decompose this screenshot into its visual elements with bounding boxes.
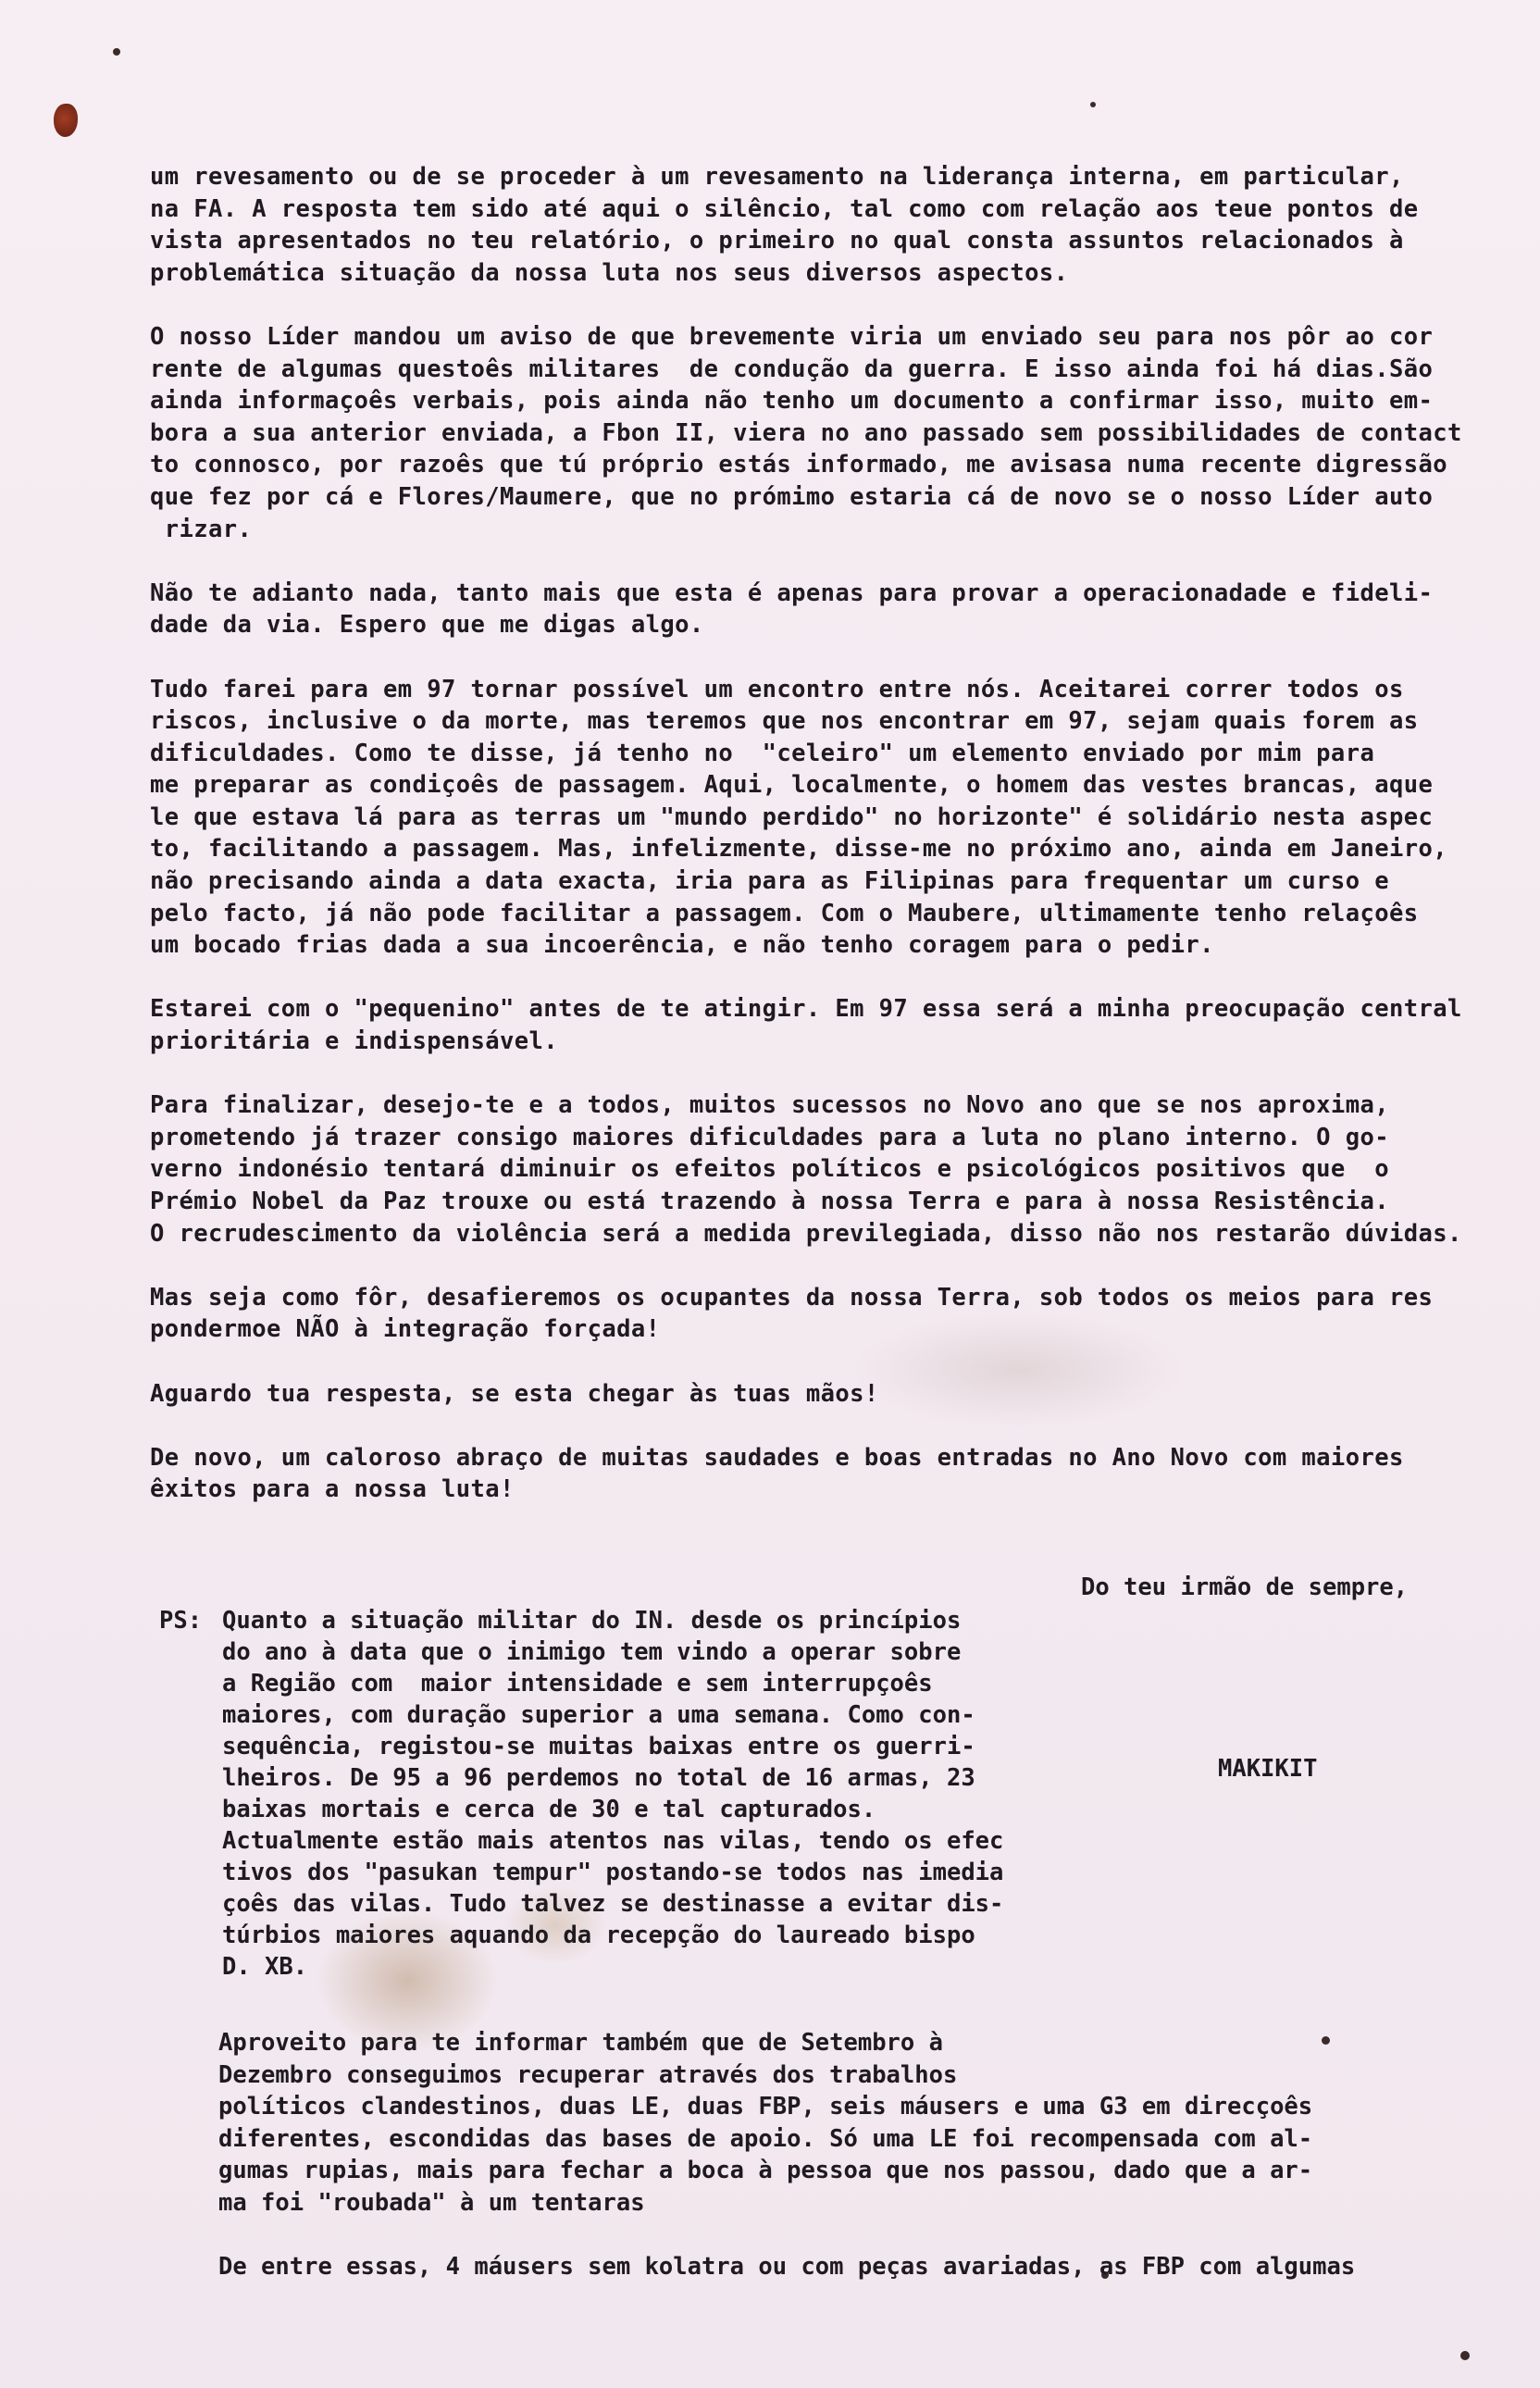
text-line: Para finalizar, desejo-te e a todos, muitos sucessos no Novo ano que se nos aproxima, <box>150 1091 1389 1120</box>
paragraph <box>150 1378 1538 1411</box>
text-line: na FA. A resposta tem sido até aqui o silêncio, tal como com relação aos teue pontos de <box>150 194 1419 223</box>
paragraph <box>150 1442 1538 1506</box>
text-line: prometendo já trazer consigo maiores dificuldades para a luta no plano interno. O go- <box>150 1123 1389 1151</box>
text-line: riscos, inclusive o da morte, mas teremos que nos encontrar em 97, sejam quais forem as <box>150 707 1419 736</box>
text-line: rizar. <box>150 515 253 543</box>
paragraph <box>150 321 1538 545</box>
ps-line: maiores, com duração superior a uma semana. Como con- <box>222 1701 975 1729</box>
ps-line: do ano à data que o inimigo tem vindo a operar sobre <box>222 1638 962 1666</box>
speck <box>1460 2351 1470 2360</box>
text-line: O recrudescimento da violência será a medida previlegiada, disso não nos restarão dúvidas. <box>150 1219 1462 1248</box>
text-line: to connosco, por razoês que tú próprio estás informado, me avisasa numa recente digressão <box>150 451 1447 479</box>
text-line: bora a sua anterior enviada, a Fbon II, viera no ano passado sem possibilidades de contact <box>150 418 1462 447</box>
ps-line: túrbios maiores aquando da recepção do laureado bispo <box>222 1922 975 1949</box>
text-line: dificuldades. Como te disse, já tenho no "celeiro" um elemento enviado por mim para <box>150 739 1375 767</box>
text-line: De entre essas, 4 máusers sem kolatra ou com peças avariadas, as FBP com algumas <box>218 2252 1356 2281</box>
text-line: Aguardo tua respesta, se esta chegar às tuas mãos! <box>150 1379 879 1408</box>
text-line: De novo, um caloroso abraço de muitas saudades e boas entradas no Ano Novo com maiores <box>150 1443 1404 1472</box>
text-line: que fez por cá e Flores/Maumere, que no prómimo estaria cá de novo se o nosso Líder auto <box>150 482 1434 511</box>
text-line: êxitos para a nossa luta! <box>150 1475 515 1504</box>
paragraph <box>150 578 1538 641</box>
text-line: Dezembro conseguimos recuperar através dos trabalhos <box>218 2060 958 2089</box>
paragraph <box>150 993 1538 1057</box>
text-line: Não te adianto nada, tanto mais que esta é apenas para provar a operacionadade e fideli- <box>150 578 1434 607</box>
text-line: Tudo farei para em 97 tornar possível um encontro entre nós. Aceitarei correr todos os <box>150 675 1404 703</box>
ps-line: tivos dos "pasukan tempur" postando-se todos nas imedia <box>222 1859 1004 1886</box>
ps-line: D. XB. <box>222 1953 308 1981</box>
postscript <box>159 1605 1004 1981</box>
paragraph <box>150 674 1538 962</box>
text-line: um bocado frias dada a sua incoerência, e não tenho coragem para o pedir. <box>150 931 1214 960</box>
ps-line: çoês das vilas. Tudo talvez se destinasse a evitar dis- <box>222 1890 1004 1918</box>
text-line: gumas rupias, mais para fechar a boca à pessoa que nos passou, dado que a ar- <box>218 2157 1313 2185</box>
text-line: O nosso Líder mandou um aviso de que brevemente viria um enviado seu para nos pôr ao cor <box>150 322 1434 351</box>
paragraph <box>218 2251 1355 2283</box>
paragraph <box>218 2027 1355 2220</box>
text-line: to, facilitando a passagem. Mas, infelizmente, disse-me no próximo ano, ainda em Janeiro, <box>150 835 1447 864</box>
text-line: não precisando ainda a data exacta, iria para as Filipinas para frequentar um curso e <box>150 867 1389 896</box>
speck <box>1090 102 1096 107</box>
ps-line: Quanto a situação militar do IN. desde os princípios <box>222 1607 962 1635</box>
ink-stain <box>54 104 78 137</box>
text-line: Estarei com o "pequenino" antes de te atingir. Em 97 essa será a minha preocupação central <box>150 995 1462 1024</box>
ps-line: lheiros. De 95 a 96 perdemos no total de 16 armas, 23 <box>222 1764 975 1792</box>
text-line: políticos clandestinos, duas LE, duas FBP, seis máusers e uma G3 em direcçoês <box>218 2093 1313 2121</box>
paragraph <box>150 161 1538 289</box>
text-line: me preparar as condiçoês de passagem. Aqui, localmente, o homem das vestes brancas, aque <box>150 771 1434 800</box>
ps-line: a Região com maior intensidade e sem interrupçoês <box>222 1670 933 1698</box>
ps-label: PS: <box>159 1607 203 1635</box>
text-line: um revesamento ou de se proceder à um revesamento na liderança interna, em particular, <box>150 163 1404 191</box>
speck <box>113 48 120 56</box>
text-line: pondermoe NÃO à integração forçada! <box>150 1315 661 1344</box>
text-line: vista apresentados no teu relatório, o primeiro no qual consta assuntos relacionados à <box>150 227 1404 255</box>
text-line: problemática situação da nossa luta nos seus diversos aspectos. <box>150 258 1069 287</box>
text-line: le que estava lá para as terras um "mundo perdido" no horizonte" é solidário nesta aspec <box>150 802 1434 831</box>
closing-line: Do teu irmão de sempre, <box>1081 1573 1409 1601</box>
text-line: pelo facto, já não pode facilitar a passagem. Com o Maubere, ultimamente tenho relaçoês <box>150 899 1419 927</box>
paragraph <box>150 1089 1538 1250</box>
text-line: Prémio Nobel da Paz trouxe ou está trazendo à nossa Terra e para à nossa Resistência. <box>150 1188 1389 1215</box>
letter-body <box>150 161 1538 1538</box>
ps-line: Actualmente estão mais atentos nas vilas, tendo os efec <box>222 1827 1004 1855</box>
text-line: dade da via. Espero que me digas algo. <box>150 611 704 640</box>
text-line: ainda informaçoês verbais, pois ainda não tenho um documento a confirmar isso, muito em- <box>150 387 1434 416</box>
text-line: Mas seja como fôr, desafieremos os ocupantes da nossa Terra, sob todos os meios para res <box>150 1283 1434 1312</box>
after-ps-text <box>218 2027 1355 2314</box>
paragraph <box>150 1282 1538 1346</box>
text-line: Aproveito para te informar também que de Setembro à <box>218 2029 943 2057</box>
ps-body <box>222 1605 1003 1983</box>
text-line: prioritária e indispensável. <box>150 1027 559 1056</box>
ps-line: sequência, registou-se muitas baixas entre os guerri- <box>222 1733 975 1760</box>
text-line: ma foi "roubada" à um tentaras <box>218 2188 645 2217</box>
signature: MAKIKIT <box>1218 1755 1318 1783</box>
text-line: rente de algumas questoês militares de condução da guerra. E isso ainda foi há dias.São <box>150 354 1434 383</box>
text-line: verno indonésio tentará diminuir os efeitos políticos e psicológicos positivos que o <box>150 1155 1389 1184</box>
ps-line: baixas mortais e cerca de 30 e tal capturados. <box>222 1796 876 1823</box>
text-line: diferentes, escondidas das bases de apoio. Só uma LE foi recompensada com al- <box>218 2124 1313 2153</box>
